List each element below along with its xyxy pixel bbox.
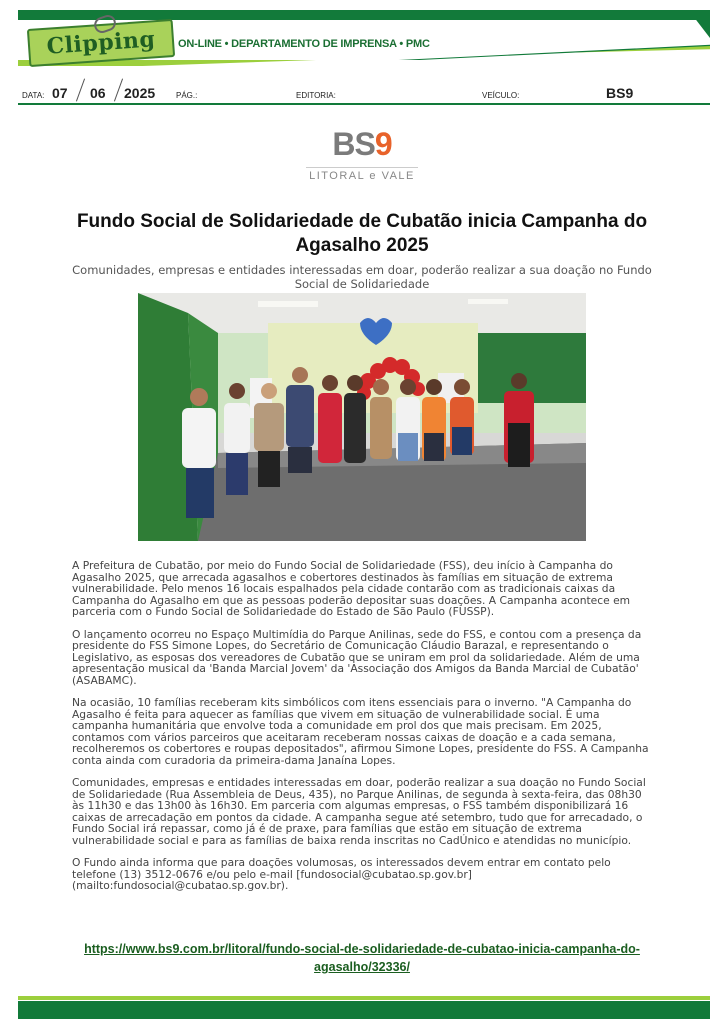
meta-divider: [18, 103, 710, 105]
date-label: DATA:: [22, 91, 45, 100]
date-separator: [114, 79, 123, 102]
veiculo-label: VEÍCULO:: [482, 91, 520, 100]
article-paragraph: Comunidades, empresas e entidades interessadas em doar, poderão realizar a sua doação no Fundo Social de Solidariedade (Rua Assembleia de Deus, 435), no Parque Anilinas, de segunda à sexta-feira, das 08h30 às 11h30 e das 13h00 às 16h30. Em parceria com algumas empresas, o FSS também disponibilizará 16 caixas de arrecadação em pontos da cidade. A campanha segue até setembro, tudo que for arrecadado, o Fundo Social irá repassar, como já é de praxe, para famílias que estão em situação de extrema vulnerabilidade social e para as famílias de baixa renda inscritas no CadÚnico e atendidas no município.: [72, 776, 646, 847]
page-label: PÁG.:: [176, 91, 198, 100]
meta-row: [22, 80, 702, 104]
logo-mark: [306, 127, 418, 161]
article-paragraph: O lançamento ocorreu no Espaço Multimídia do Parque Anilinas, sede do FSS, e contou com a presença da presidente do FSS Simone Lopes, do Secretário de Comunicação Cláudio Barazal, e representando o Legislativo, as esposas dos vereadores de Cubatão que se uniram em prol da solidariedade. Além de uma apresentação musical da 'Banda Marcial Jovem' da 'Associação dos Amigos da Banda Marcial de Cubatão' (ASABAMC).: [72, 627, 642, 687]
logo-mark-letters: BS: [332, 126, 375, 162]
veiculo-value: BS9: [606, 85, 634, 101]
logo-mark-number: 9: [374, 126, 392, 162]
date-day: 07: [52, 85, 68, 101]
date-separator: [76, 79, 85, 102]
article-body: [72, 560, 654, 903]
footer-band: [18, 1001, 710, 1019]
editoria-label: EDITORIA:: [296, 91, 336, 100]
article-photo: [138, 293, 586, 541]
article-subtitle: Comunidades, empresas e entidades interessadas em doar, poderão realizar a sua doação no Fundo Social de Solidariedade: [72, 263, 652, 291]
article-paragraph: O Fundo ainda informa que para doações volumosas, os interessados devem entrar em contato pelo telefone (13) 3512-0676 e/ou pelo e-mail [fundosocial@cubatao.sp.gov.br](mailto:fundosocial@cubatao.sp.gov.br).: [72, 856, 611, 892]
date-month: 06: [90, 85, 106, 101]
date-year: 2025: [124, 85, 156, 101]
clipping-label: Clipping: [45, 26, 157, 60]
article-paragraph: Na ocasião, 10 famílias receberam kits simbólicos com itens essenciais para o inverno. "A Campanha do Agasalho é feita para aquecer as famílias que vivem em situação de vulnerabilidade social. É uma campanha humanitária que envolve toda a comunidade em prol dos que mais precisam. Em 2025, contamos com vários parceiros que aceitaram receberam nossas caixas de doação e a cada semana, recolheremos os cobertores e roupas depositados", afirmou Simone Lopes, presidente do FSS. A Campanha conta ainda com curadoria da primeira-dama Janaína Lopes.: [72, 696, 649, 767]
article-paragraph: A Prefeitura de Cubatão, por meio do Fundo Social de Solidariedade (FSS), deu início à Campanha do Agasalho 2025, que arrecada agasalhos e cobertores destinados às famílias em situação de extrema vulnerabilidade. Pelo menos 16 locais espalhados pela cidade contarão com as tradicionais caixas da Campanha do Agasalho em que as pessoas poderão depositar suas doações. A Campanha acontece em parceria com o Fundo Social de Solidariedade do Estado de São Paulo (FUSSP).: [72, 559, 631, 618]
event-photo-illustration: [138, 293, 586, 541]
article-title: Fundo Social de Solidariedade de Cubatão inicia Campanha do Agasalho 2025: [76, 211, 648, 256]
logo-tagline: LITORAL e VALE: [306, 167, 418, 182]
footer-accent-band: [18, 996, 710, 1000]
department-subtitle: ON-LINE • DEPARTAMENTO DE IMPRENSA • PMC: [178, 38, 430, 50]
bs9-logo: [306, 127, 418, 187]
source-link[interactable]: https://www.bs9.com.br/litoral/fundo-social-de-solidariedade-de-cubatao-inicia-campanha-do-agasalho/32336/: [84, 942, 640, 974]
